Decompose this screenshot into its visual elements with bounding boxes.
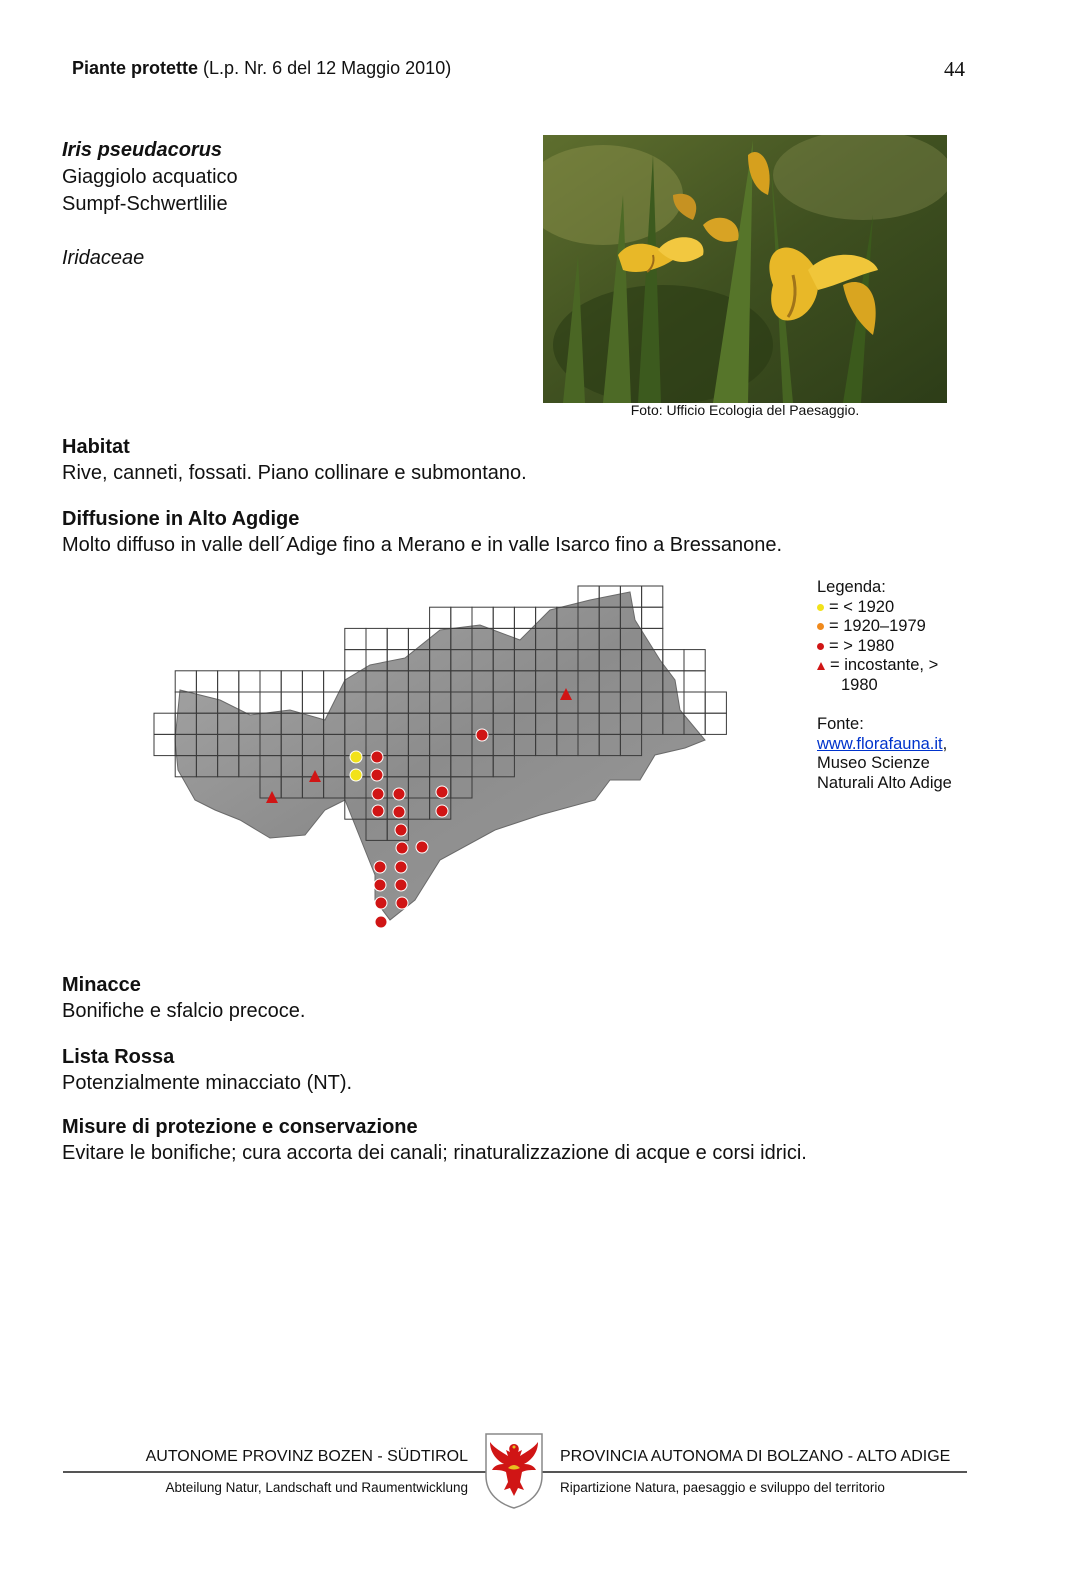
photo-caption: Foto: Ufficio Ecologia del Paesaggio. [630, 402, 860, 418]
occurrence-point-red [393, 806, 405, 818]
legend-orange-label: = 1920–1979 [829, 617, 926, 635]
source-line-3: Naturali Alto Adige [817, 773, 952, 792]
legend-triangle-label: = incostante, > [830, 656, 939, 674]
footer-right-top: PROVINCIA AUTONOMA DI BOLZANO - ALTO ADIGE [560, 1448, 951, 1465]
family-name: Iridaceae [62, 247, 145, 269]
misure-heading: Misure di protezione e conservazione [62, 1116, 418, 1138]
map-grid-cell [175, 671, 196, 692]
map-grid-cell [260, 692, 281, 713]
occurrence-point-red [371, 769, 383, 781]
document-title [72, 58, 451, 79]
source-comma: , [942, 734, 948, 753]
scientific-name: Iris pseudacorus [62, 139, 223, 161]
occurrence-point-red [372, 788, 384, 800]
habitat-heading: Habitat [62, 436, 130, 458]
footer-right-bottom: Ripartizione Natura, paesaggio e sviluppo del territorio [560, 1480, 885, 1495]
section-habitat [62, 434, 527, 486]
page-number: 44 [944, 57, 965, 81]
italian-name: Giaggiolo acquatico [62, 166, 238, 188]
legend-triangle-label-cont: 1980 [841, 675, 878, 694]
map-grid-cell [239, 692, 260, 713]
section-lista-rossa [62, 1044, 352, 1096]
occurrence-point-red [396, 897, 408, 909]
legend-yellow-label: = < 1920 [829, 597, 895, 616]
legend-item-triangle [817, 656, 967, 676]
occurrence-point-red [395, 861, 407, 873]
occurrence-point-red [375, 916, 387, 928]
habitat-text: Rive, canneti, fossati. Piano collinare e submontano. [62, 462, 527, 484]
map-grid-cell [705, 692, 726, 713]
lista-rossa-text: Potenzialmente minacciato (NT). [62, 1072, 353, 1094]
occurrence-point-red [416, 841, 428, 853]
map-grid-cell [154, 713, 175, 734]
map-grid-cell [493, 607, 514, 628]
legend-title: Legenda: [817, 578, 886, 596]
species-photo [543, 135, 947, 403]
title-bold: Piante protette [72, 58, 199, 78]
map-grid-cell [430, 607, 451, 628]
orange-dot-icon [817, 623, 824, 630]
misure-text: Evitare le bonifiche; cura accorta dei canali; rinaturalizzazione di acque e corsi idrici. [62, 1142, 807, 1164]
occurrence-point-red [395, 824, 407, 836]
eagle-emblem-icon [482, 1430, 546, 1510]
occurrence-point-red [436, 786, 448, 798]
footer-left-top: AUTONOME PROVINZ BOZEN - SÜDTIROL [145, 1448, 468, 1465]
legend-red-label: = > 1980 [829, 636, 895, 655]
occurrence-point-red [396, 842, 408, 854]
occurrence-point-red [374, 879, 386, 891]
occurrence-point-red [375, 897, 387, 909]
map-grid-cell [705, 713, 726, 734]
species-block [62, 137, 238, 272]
map-grid-cell [239, 671, 260, 692]
map-grid-cell [281, 671, 302, 692]
map-grid-cell [260, 671, 281, 692]
section-misure [62, 1114, 807, 1166]
lista-rossa-heading: Lista Rossa [62, 1046, 175, 1068]
occurrence-point-red [393, 788, 405, 800]
map-legend [817, 578, 967, 793]
map-grid-cell [302, 692, 323, 713]
map-grid-cell [196, 671, 217, 692]
occurrence-point-yellow [350, 751, 362, 763]
map-grid-cell [345, 628, 366, 649]
occurrence-point-red [374, 861, 386, 873]
map-grid-cell [451, 607, 472, 628]
map-grid-cell [218, 671, 239, 692]
map-grid-cell [684, 671, 705, 692]
minacce-text: Bonifiche e sfalcio precoce. [62, 1000, 306, 1022]
occurrence-point-yellow [350, 769, 362, 781]
legend-item-orange [817, 617, 967, 637]
source-link[interactable]: www.florafauna.it [817, 734, 943, 753]
source-line-2: Museo Scienze [817, 754, 930, 772]
map-grid-cell [366, 628, 387, 649]
map-grid-cell [684, 692, 705, 713]
section-diffusione [62, 506, 782, 558]
diffusione-text: Molto diffuso in valle dell´Adige fino a Merano e in valle Isarco fino a Bressanone. [62, 534, 783, 556]
occurrence-point-red [436, 805, 448, 817]
source-label: Fonte: [817, 715, 864, 733]
occurrence-point-red [371, 751, 383, 763]
yellow-dot-icon [817, 604, 824, 611]
map-grid-cell [514, 607, 535, 628]
map-grid-cell [345, 650, 366, 671]
diffusione-heading: Diffusione in Alto Agdige [62, 508, 300, 530]
map-grid-cell [387, 628, 408, 649]
map-grid-cell [302, 671, 323, 692]
map-grid-cell [154, 734, 175, 755]
map-grid-cell [642, 586, 663, 607]
distribution-map [140, 570, 740, 950]
legend-item-yellow [817, 598, 967, 618]
map-grid-cell [642, 607, 663, 628]
legend-item-red [817, 637, 967, 657]
red-dot-icon [817, 643, 824, 650]
occurrence-point-red [372, 805, 384, 817]
occurrence-point-red [395, 879, 407, 891]
footer-left-bottom: Abteilung Natur, Landschaft und Raumentwicklung [165, 1480, 468, 1495]
map-grid-cell [684, 650, 705, 671]
section-minacce [62, 972, 305, 1024]
title-rest: (L.p. Nr. 6 del 12 Maggio 2010) [203, 58, 452, 78]
minacce-heading: Minacce [62, 974, 141, 996]
german-name: Sumpf-Schwertlilie [62, 193, 228, 215]
occurrence-point-red [476, 729, 488, 741]
red-triangle-icon [817, 662, 825, 670]
